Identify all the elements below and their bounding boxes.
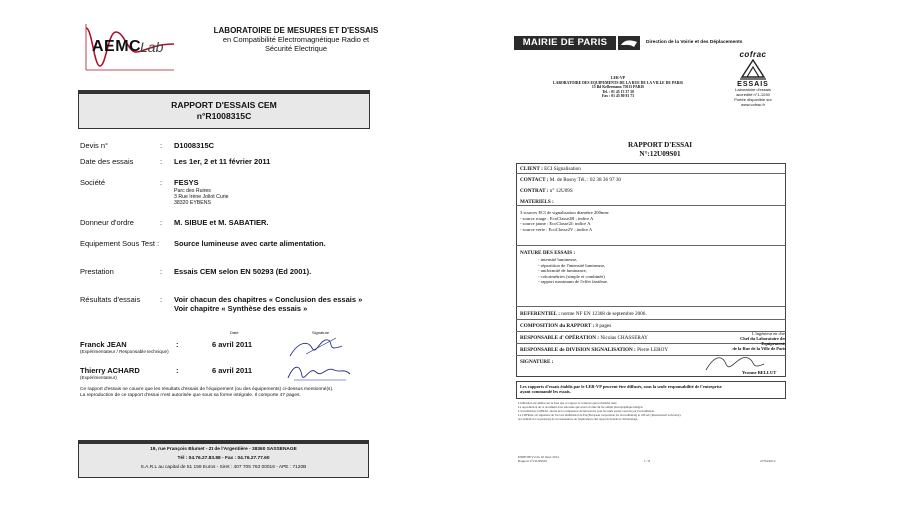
cofrac-line: Portée disponible sur	[734, 97, 772, 102]
ingenieur-block	[716, 331, 786, 351]
legal-line: L'utilisation est admise sur la base que ce rapport se conserve que le matériel testé.	[518, 401, 618, 405]
client-line: CLIENT : ECI Signalisation	[520, 166, 581, 172]
address-line: 38320 EYBENS	[174, 200, 211, 206]
rapport-title-line1: RAPPORT D'ESSAI	[627, 141, 693, 149]
mairie-banner: MAIRIE DE PARIS	[514, 36, 616, 50]
materiels-label: MATERIELS :	[520, 199, 554, 205]
field-label: Résultats d'essais	[80, 295, 141, 304]
signature-2	[284, 360, 354, 384]
field-label: Date des essais	[80, 157, 134, 166]
footer-line3: S.A.R.L au capital de 51 159 Euros - Siret : 407 705 763 00016 - APE : 7120B	[140, 465, 307, 470]
signer-date: 6 avril 2011	[212, 340, 253, 349]
field-value-2: Voir chapitre « Synthèse des essais »	[174, 304, 308, 313]
contrat-line: CONTRAT : n° 12U09S	[520, 188, 573, 194]
ler-header	[518, 76, 718, 99]
materiel-item: 3 sources ECI de signalisation diamètre 200mm:	[520, 210, 610, 215]
legal-line: L'accréditation COFRAC atteste de la compétence du laboratoire pour les seuls essais couverts par l'accréditation.	[518, 409, 655, 413]
report-number: n°R1008315C	[196, 111, 252, 121]
ingenieur-line: de la Rue de la Ville de Paris	[732, 346, 786, 351]
ingenieur-line: Chef du Laboratoire des Equipements	[740, 336, 786, 346]
composition-line: COMPOSITION du RAPPORT : 8 pages	[520, 323, 612, 329]
legal-line: La reproduction de ce document n'est autorisée que sous la forme du fac-similé photographique intégral.	[518, 405, 644, 409]
cofrac-line: accrédité n°1-1030	[736, 92, 770, 97]
field-label: Equipement Sous Test :	[80, 239, 160, 248]
signature-1	[286, 334, 346, 360]
report-note	[80, 387, 380, 399]
contact-line: CONTACT : M. de Rosny Tél. : 02 38 36 97 30	[520, 177, 622, 183]
divider	[516, 205, 786, 206]
materiel-item: - source verte : EcoClasse2V ; indice A	[520, 226, 593, 232]
lab-header-line2: en Compatibilité Electromagnétique Radio et	[222, 35, 370, 44]
field-value: Les 1er, 2 et 11 février 2011	[174, 157, 271, 166]
nature-item: - colorimétries (simple et combinée)	[538, 273, 605, 279]
lab-header	[198, 26, 394, 53]
warning-line: ayant commandé les essais.	[520, 389, 571, 395]
ler-line: Fax : 01 45 80 81 73	[601, 94, 635, 99]
cofrac-line: Laboratoire d'essais	[735, 87, 771, 92]
cofrac-word: cofrac	[739, 50, 767, 59]
divider	[516, 306, 786, 307]
footer-line1: 19, rue François Blumet - ZI de l'Argentière - 38360 SASSENAGE	[150, 447, 297, 452]
referentiel-line: REFERENTIEL : norme NF EN 12368 de septembre 2006.	[520, 311, 647, 317]
field-value: FESYS	[174, 178, 199, 187]
aemc-logo	[82, 22, 178, 74]
legal-notes	[518, 401, 788, 421]
field-label: Prestation	[80, 267, 114, 276]
ler-line: Tel. : 01 45 13 37 30	[602, 89, 634, 94]
ingenieur-name: Yvonne BELLUT	[742, 370, 777, 375]
signer-name: Franck JEAN	[80, 340, 127, 349]
signer-name: Thierry ACHARD	[80, 366, 140, 375]
field-value: Voir chacun des chapitres « Conclusion des essais »	[174, 295, 363, 304]
footer-left-line: DSPE/88 V4 du 10 mars 2012	[518, 455, 560, 459]
legal-line: Le COFRAC est signataire de l'accord multilatéral de EA (European cooperation for Accreditation) et d'ILAC (International Laboratory	[518, 413, 682, 417]
field-label: Devis n°	[80, 141, 109, 150]
ingenieur-line: L'ingénieur en chef	[752, 331, 786, 336]
nature-item: - intensité lumineuse,	[538, 257, 578, 262]
lab-header-line3: Sécurité Electrique	[264, 44, 328, 53]
address-line: Parc des Ruires	[174, 188, 211, 194]
cofrac-emblem-icon	[738, 57, 768, 81]
materiel-item: - source rouge : EcoClasse2R ; indice A	[520, 215, 594, 221]
field-value: Essais CEM selon EN 50293 (Ed 2001).	[174, 267, 312, 276]
nature-label: NATURE DES ESSAIS :	[520, 250, 576, 256]
signer-role: (Expérimentateur / Responsable technique)	[80, 349, 169, 354]
page-number: 1 / 8	[644, 459, 651, 463]
resp-op-line: RESPONSABLE d' OPÉRATION : Nicolas CHASSERAY	[520, 335, 648, 341]
footer-date: 27/04/2012	[760, 459, 776, 463]
signer-role: (Expérimentateur)	[80, 375, 117, 380]
footer-line2: Tél : 04.76.27.83.88 - Fax : 04.76.27.77.60	[177, 456, 270, 461]
field-value: Source lumineuse avec carte alimentation.	[174, 239, 326, 248]
field-value: D1008315C	[174, 141, 215, 150]
ler-line: LABORATOIRE DES EQUIPEMENTS DE LA RUE DE LA VILLE DE PARIS	[553, 80, 683, 85]
resp-div-line: RESPONSABLE de DIVISION SIGNALISATION : Pierre LEROY	[520, 347, 669, 353]
materiel-item: - source jaune : EcoClasse2J; indice A	[520, 221, 591, 227]
field-label: Donneur d'ordre	[80, 218, 134, 227]
warning-line: Les rapports d'essais établis par le LER-VP peuvent être diffusés, sous la seule responsabilité de l'entreprise	[520, 384, 722, 389]
legal-line: Accreditation Cooperation) de reconnaissance de l'équivalence des rapports d'essais et d'étalonnage.	[518, 417, 638, 421]
rapport-number: N°:12U09S01	[639, 150, 681, 158]
lab-header-line1: LABORATOIRE DE MESURES ET D'ESSAIS	[213, 26, 379, 35]
footer-left-line: Rapport n°12U09S01	[518, 459, 548, 463]
ler-line: 15 Bd Kellermann 75013 PARIS	[591, 85, 645, 90]
report-title-box	[78, 90, 370, 129]
note-line2: La reproduction de ce rapport d'essai n'est autorisée que sous sa forme intégrale. Il comporte 47 pages.	[80, 393, 301, 398]
diffusion-warning	[516, 381, 786, 399]
nature-item: - uniformité de luminance,	[538, 268, 587, 274]
note-line1: Ce rapport d'essais ne couvre que les résultats d'essais de l'équipement (ou des équipements) ci-dessus mentionné(s).	[80, 387, 334, 392]
ler-line: LER-VP	[610, 76, 626, 80]
field-label: Société	[80, 178, 106, 187]
cofrac-logo	[728, 52, 778, 107]
signer-date: 6 avril 2011	[212, 366, 253, 375]
rapport-title	[600, 141, 720, 159]
footer-address-box	[78, 440, 369, 478]
aemc-report-page: AEMC Lab LABORATOIRE DE MESURES ET D'ESSAIS en Compatibilité Electromagnétique Radio et Sécurité Electrique RAPPORT D'ESSAIS CEM n°R1008315C Devis n° : D1008315C Date des essais : Les 1er, 2 et 11 février 2011 Société : FESYS Parc des Ruires 3 Rue Irène Joliot Curie 38320 EYBENS Donneur d'ordre : M. SIBUE et M. SABATIER. Equipement Sous Test : Source lumineuse avec carte alimentation. Prestation : Essais CEM selon EN 50293 (Ed 2001). Résultats d'essais : Voir chacun des chapitres « Conclusion des essais » Voir chapitre « Synthèse des essais » Date Signature Franck JEAN (Expérimentateur / Responsable technique) : 6 avril 2011 Thierry ACHARD (Expérimentateur) : 6 avril 2011 Ce rapport d'essais ne couvre que les résultats d'essais de l'équipement (ou des équipements) ci-dessus mentionné(s). La reproduction de ce rapport d'essai n'est autorisée que sous sa forme intégrale. Il comporte 47 pages. 19, rue François Blumet - ZI de l'Argentière - 38360 SASSENAGE Tél : 04.76.27.83.88 - Fax : 04.76.27.77.60 S.A.R.L au capital de 51 159 Euros - Siret : 407 705 763 00016 - APE : 7120B	[0, 0, 450, 506]
date-column-header: Date	[230, 330, 239, 335]
signature-column-header: Signature	[312, 330, 330, 335]
materiels-list	[520, 210, 609, 232]
logo-text: AEMC	[92, 38, 142, 55]
nature-item: - répartition de l'intensité lumineuse,	[538, 262, 606, 268]
field-value: M. SIBUE et M. SABATIER.	[174, 218, 269, 227]
footer-left	[518, 455, 559, 463]
direction-label: Direction de la Voirie et des Déplacements	[646, 40, 743, 45]
divider	[516, 173, 786, 174]
nature-item: - rapport maximum de l'effet fantôme.	[538, 279, 609, 285]
address-line: 3 Rue Irène Joliot Curie	[174, 194, 229, 200]
cofrac-line: www.cofrac.fr	[740, 102, 765, 107]
logo-suffix: Lab	[140, 39, 164, 55]
nature-list	[538, 257, 608, 285]
divider	[516, 319, 786, 320]
signature-label: SIGNATURE :	[520, 359, 554, 365]
divider	[516, 245, 786, 246]
mairie-emblem-icon	[618, 36, 640, 50]
cofrac-essais: ESSAIS	[737, 81, 769, 88]
report-title: RAPPORT D'ESSAIS CEM	[171, 100, 277, 110]
